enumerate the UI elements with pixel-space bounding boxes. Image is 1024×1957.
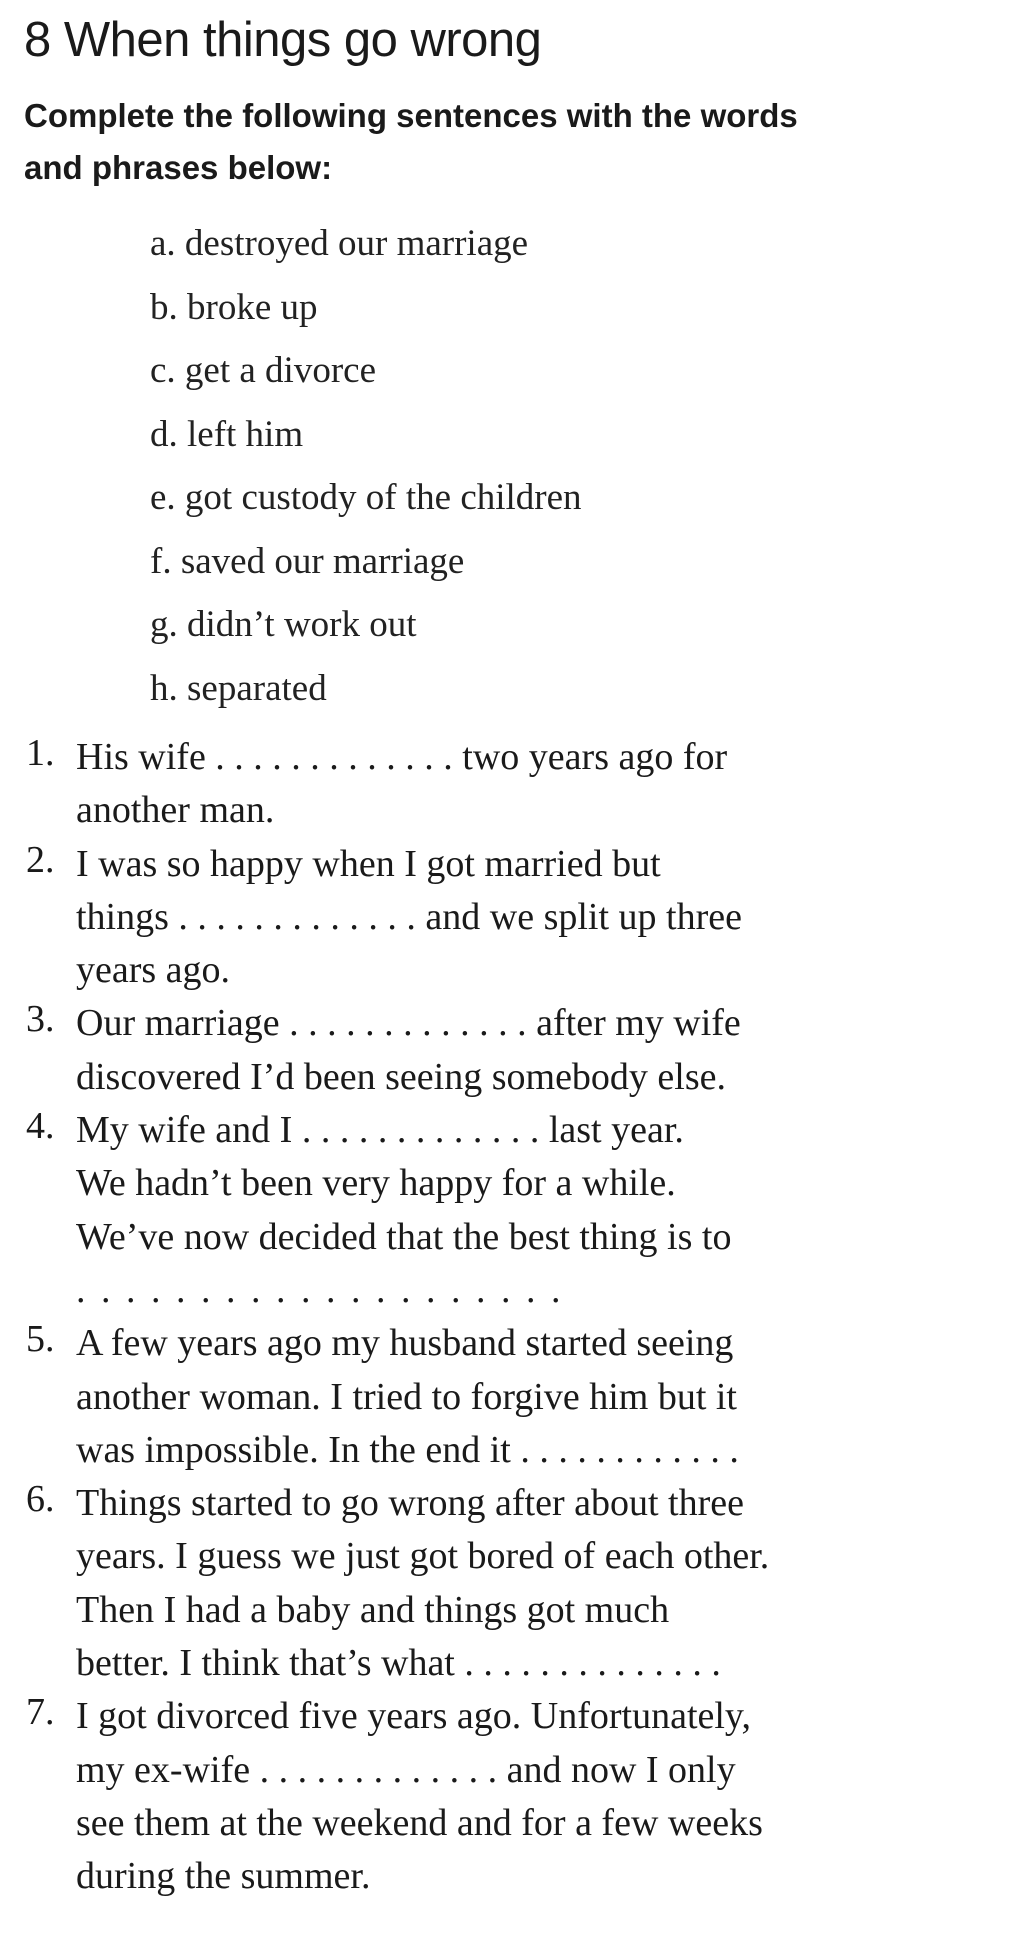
- question-line: better. I think that’s what . . . . . . . . . . . . . .: [76, 1642, 721, 1685]
- phrase-options-list: [150, 212, 582, 720]
- question-line: We hadn’t been very happy for a while.: [76, 1162, 676, 1205]
- question-number: 7.: [26, 1691, 55, 1734]
- question-line: years ago.: [76, 949, 231, 992]
- question-item: [26, 997, 769, 1104]
- question-line: years. I guess we just got bored of each other.: [76, 1535, 770, 1578]
- question-line: Things started to go wrong after about three: [76, 1482, 744, 1525]
- question-line: My wife and I . . . . . . . . . . . . . last year.: [76, 1109, 684, 1152]
- phrase-option: e. got custody of the children: [150, 477, 582, 518]
- phrase-option: h. separated: [150, 667, 327, 709]
- question-line: We’ve now decided that the best thing is to: [76, 1215, 732, 1258]
- question-number: 5.: [26, 1318, 55, 1361]
- question-item: [26, 1690, 769, 1903]
- question-line: discovered I’d been seeing somebody else.: [76, 1055, 727, 1098]
- answer-blank-line: . . . . . . . . . . . . . . . . . . . .: [76, 1268, 564, 1311]
- instructions-line: Complete the following sentences with the words: [24, 97, 798, 134]
- question-item: [26, 838, 769, 998]
- section-heading: 8 When things go wrong: [24, 13, 542, 67]
- instructions: [24, 90, 924, 194]
- question-line: Then I had a baby and things got much: [76, 1588, 670, 1631]
- question-line: was impossible. In the end it . . . . . . . . . . . .: [76, 1428, 739, 1471]
- phrase-option: d. left him: [150, 413, 304, 455]
- question-item: [26, 731, 769, 838]
- question-line: I got divorced five years ago. Unfortunately,: [76, 1695, 751, 1738]
- phrase-option: g. didn’t work out: [150, 604, 417, 645]
- phrase-option: a. destroyed our marriage: [150, 223, 529, 264]
- question-line: another man.: [76, 789, 275, 832]
- question-line: His wife . . . . . . . . . . . . . two years ago for: [76, 736, 728, 778]
- question-number: 1.: [26, 732, 55, 774]
- question-item: [26, 1317, 769, 1477]
- question-number: 2.: [26, 838, 55, 881]
- question-number: 6.: [26, 1478, 55, 1521]
- question-line: things . . . . . . . . . . . . . and we split up three: [76, 895, 742, 938]
- question-item: [26, 1104, 769, 1317]
- question-number: 4.: [26, 1105, 55, 1148]
- question-list: [26, 731, 769, 1904]
- question-line: my ex-wife . . . . . . . . . . . . . and now I only: [76, 1748, 736, 1791]
- phrase-option: b. broke up: [150, 286, 318, 328]
- question-line: another woman. I tried to forgive him but it: [76, 1375, 737, 1418]
- question-number: 3.: [26, 998, 55, 1041]
- question-line: during the summer.: [76, 1855, 371, 1898]
- instructions-line: and phrases below:: [24, 149, 333, 186]
- question-item: [26, 1477, 769, 1690]
- phrase-option: c. get a divorce: [150, 350, 376, 391]
- question-line: Our marriage . . . . . . . . . . . . . after my wife: [76, 1002, 741, 1045]
- question-line: I was so happy when I got married but: [76, 842, 661, 885]
- question-line: see them at the weekend and for a few weeks: [76, 1801, 763, 1844]
- question-line: A few years ago my husband started seeing: [76, 1322, 734, 1365]
- phrase-option: f. saved our marriage: [150, 540, 465, 582]
